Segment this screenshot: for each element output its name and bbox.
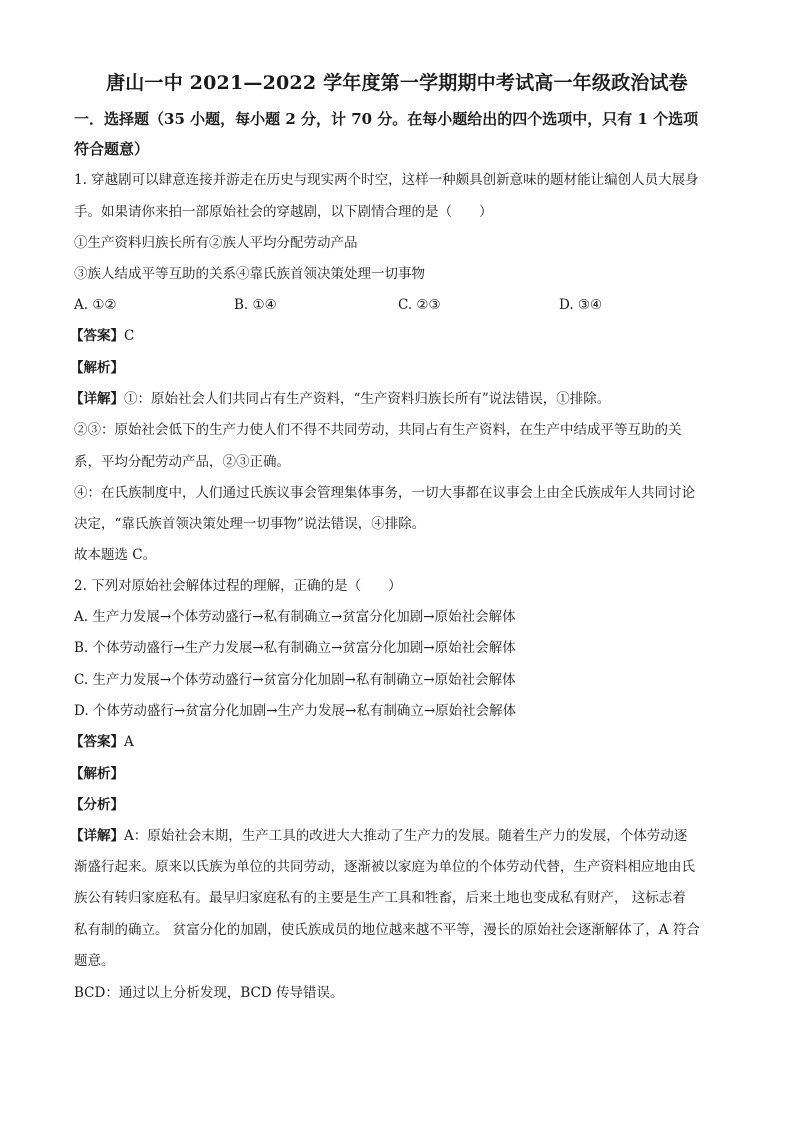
q1-answer-tag: 【答案】 <box>70 328 124 344</box>
page-title: 唐山一中 2021—2022 学年度第一学期期中考试高一年级政治试卷 <box>106 72 688 94</box>
q2-answer-value: A <box>124 734 134 750</box>
q2-option-d: D. 个体劳动盛行→贫富分化加剧→生产力发展→私有制确立→原始社会解体 <box>74 703 517 719</box>
q2-detail-line-4: 私有制的确立。 贫富分化的加剧，使氏族成员的地位越来越不平等，漫长的原始社会逐渐解体了，A 符合 <box>74 922 700 938</box>
q2-stem: 2. 下列对原始社会解体过程的理解，正确的是（ ） <box>74 578 402 594</box>
q1-answer-value: C <box>124 328 135 344</box>
q1-detail-line-2: ②③：原始社会低下的生产力使人们不得不共同劳动，共同占有生产资料，在生产中结成平等互助的关 <box>74 422 682 438</box>
q2-option-a: A. 生产力发展→个体劳动盛行→私有制确立→贫富分化加剧→原始社会解体 <box>74 609 516 625</box>
q1-option-c: C. ②③ <box>398 297 441 313</box>
q2-option-c: C. 生产力发展→个体劳动盛行→贫富分化加剧→私有制确立→原始社会解体 <box>74 672 516 688</box>
q1-detail-text-1: ①：原始社会人们共同占有生产资料，“生产资料归族长所有”说法错误，①排除。 <box>124 391 611 407</box>
q1-option-b: B. ①④ <box>234 297 277 313</box>
q2-detail-text-1: A：原始社会末期，生产工具的改进大大推动了生产力的发展。随着生产力的发展，个体劳动逐 <box>124 828 688 844</box>
q2-detail-line-1 <box>70 826 687 846</box>
q1-analysis-tag: 【解析】 <box>70 360 124 376</box>
q2-analysis-tag: 【解析】 <box>70 766 124 782</box>
q1-option-d: D. ③④ <box>559 297 603 313</box>
section-heading-line-2: 符合题意） <box>74 140 150 158</box>
section-heading-line-1: 一．选择题（35 小题，每小题 2 分，计 70 分。在每小题给出的四个选项中，只有 1 个选项 <box>74 110 699 128</box>
q1-detail-line-1 <box>70 389 610 409</box>
q1-answer <box>70 326 134 346</box>
q1-stem-line-2: 手。如果请你来拍一部原始社会的穿越剧，以下剧情合理的是（ ） <box>74 204 493 220</box>
q2-detail-line-3: 族公有转归家庭私有。最早归家庭私有的主要是生产工具和牲畜，后来土地也变成私有财产， 这标志着 <box>74 890 686 906</box>
q1-stem-line-1: 1. 穿越剧可以肆意连接并游走在历史与现实两个时空，这样一种颇具创新意味的题材能让编创人员大展身 <box>74 172 699 188</box>
q1-statement-line-2: ③族人结成平等互助的关系④靠氏族首领决策处理一切事物 <box>74 266 425 282</box>
q2-detail-line-5: 题意。 <box>74 953 115 969</box>
q1-detail-line-5: 决定，“靠氏族首领决策处理一切事物”说法错误，④排除。 <box>74 516 426 532</box>
q1-detail-line-4: ④：在氏族制度中，人们通过氏族议事会管理集体事务，一切大事都在议事会上由全氏族成年人共同讨论 <box>74 485 695 501</box>
q2-option-b: B. 个体劳动盛行→生产力发展→私有制确立→贫富分化加剧→原始社会解体 <box>74 640 516 656</box>
q2-detail-line-2: 渐盛行起来。原来以氏族为单位的共同劳动，逐渐被以家庭为单位的个体劳动代替，生产资料相应地由氏 <box>74 859 695 875</box>
q2-detail-tag: 【详解】 <box>70 828 124 844</box>
q1-detail-tag: 【详解】 <box>70 391 124 407</box>
q2-answer <box>70 732 134 752</box>
q2-detail-line-6: BCD：通过以上分析发现，BCD 传导错误。 <box>74 985 344 1001</box>
q1-option-a: A. ①② <box>74 297 117 313</box>
q1-detail-line-3: 系，平均分配劳动产品，②③正确。 <box>74 454 290 470</box>
q2-answer-tag: 【答案】 <box>70 734 124 750</box>
q2-fenxi-tag: 【分析】 <box>70 797 124 813</box>
q1-statement-line-1: ①生产资料归族长所有②族人平均分配劳动产品 <box>74 235 358 251</box>
q1-conclusion: 故本题选 C。 <box>74 547 157 563</box>
